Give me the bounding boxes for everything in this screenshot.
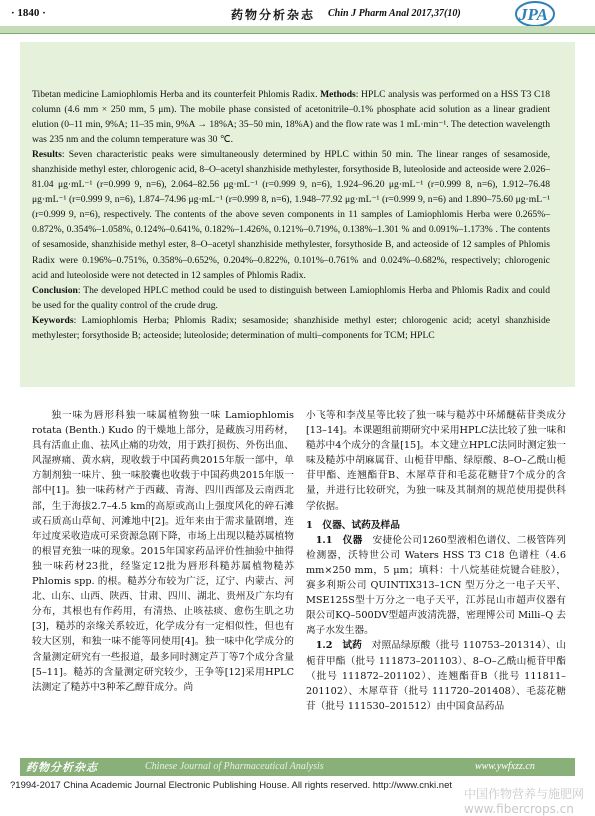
jpa-logo-icon (513, 0, 567, 28)
section-1-2-text: 对照品绿原酸（批号 110753–201314）、山栀苷甲酯（批号 111873–201103）、8–O–乙酰山栀苷甲酯（批号 111872–201102）、连翘酯苷B（批号 111811–201102）、木犀草苷（批号 111720–201408）、毛蕊花糖苷（批号 111530–201512）由中国食品药品 (306, 640, 566, 712)
section-1-1-text: 安捷伦公司1260型液相色谱仪、二极管阵列检测器，沃特世公司 Waters HSS T3 C18 色谱柱（4.6 mm×250 mm，5 μm；填料：十八烷基硅烷键合硅胶），赛多利斯公司 QUINTIX313–1CN 型万分之一电子天平、MSE125S型十万分之一电子天平，江苏昆山市超声仪器有限公司KQ–500DV型超声波清洗器，密理博公司 Milli–Q 去离子水发生器。 (306, 534, 566, 637)
journal-title-cn: 药物分析杂志 (231, 8, 316, 22)
section-1-title: 1 仪器、试药及样品 (306, 519, 400, 531)
intro-paragraph: 独一味为唇形科独一味属植物独一味 Lamiophlomis rotata (Benth.) Kudo 的干燥地上部分，是藏族习用药材，具有活血止血、祛风止痛的功效，用于跌打损伤、外伤出血、风湿痹痛、黄水病，现收载于中国药典2015年版一部中，单方制剂独一味片、独一味胶囊也收载于中国药典2015年版一部中[1]。独一味药材产于西藏、青海、四川西部及云南西北部，生于海拔2.7–4.5 km的高原或高山上强度风化的碎石滩或石质高山草甸、河滩地中[2]。近年来由于需求量剧增，连年过度采收造成可采资源急剧下降，市场上出现以糙苏属植物的根冒充独一味的现象。2015年国家药品评价性抽验中抽得独一味药材23批，经鉴定12批为唇形科糙苏属植物糙苏 Phlomis spp. 的根。糙苏分布较为广泛，辽宁、内蒙古、河北、山东、山西、陕西、甘肃、四川、湖北、贵州及广东均有分布，其根也有作药用，有清热、止咳祛痰、愈伤生肌之功[3]，糙苏的亲缘关系较近，化学成分有一定相似性，但也有较大区别，和独一味不能等同使用[4]。独一味中化学成分的含量测定研究有一些报道，最多同时测定芦丁等7个成分含量[5–11]。糙苏的含量测定研究较少，王争等[12]采用HPLC法测定了糙苏中3种苯乙醇苷成分。尚 (32, 410, 294, 693)
footer-journal-en: Chinese Journal of Pharmaceutical Analysis (145, 761, 324, 772)
page-number: · 1840 · (11, 7, 46, 19)
footer-url: www.ywfxzz.cn (475, 761, 535, 772)
methods-text: : HPLC analysis was performed on a HSS T3 C18 column (4.6 mm × 250 mm, 5 μm). The mobile phase consisted of acetonitrile–0.1% phosphate acid solution as a linear gradient elution (0–11 min, 9%A; 11–35 min, 9%A → 18%A; 35–50 min, 18%A) and the flow rate was 1 mL·min⁻¹. The detection wavelength was 235 nm and the column temperature was 30 ℃. (32, 89, 550, 146)
watermark: 中国作物营养与施肥网 www.fibercrops.cn (464, 787, 585, 816)
abstract-text (32, 87, 550, 343)
conclusion-label: Conclusion (32, 284, 78, 296)
keywords-text: : Lamiophlomis Herba; Phlomis Radix; sesamoside; shanzhiside methyl ester; chlorogenic acid; acetyl shanzhiside methylester; forsythoside B; acteoside; luteoloside; determination of multi–components for TCM; HPLC (32, 314, 550, 341)
methods-label: Methods (320, 89, 356, 100)
intro-paragraph-cont: 小飞等和李茂星等比较了独一味与糙苏中环烯醚萜苷类成分[13–14]。本课题组前期研究中采用HPLC法比较了独一味和糙苏中4个成分的含量[15]。本文建立HPLC法同时测定独一味及糙苏中胡麻属苷、山栀苷甲酯、绿原酸、8–O–乙酰山栀苷甲酯、连翘酯苷B、木犀草苷和毛蕊花糖苷7个成分的含量，并进行比较研究，为独一味及其制剂的规范使用提供科学依据。 (306, 410, 566, 512)
section-1-1-title: 1.1 仪器 (315, 534, 363, 546)
abstract-intro: Tibetan medicine Lamiophlomis Herba and its counterfeit Phlomis Radix. (32, 89, 318, 100)
journal-citation-en: Chin J Pharm Anal 2017,37(10) (328, 8, 461, 19)
logo-text: JPA (519, 5, 548, 24)
journal-logo (513, 0, 567, 28)
body-right-column (306, 408, 566, 714)
header-band (0, 26, 595, 33)
results-label: Results (32, 149, 62, 161)
header-divider (0, 33, 595, 34)
copyright-notice: ?1994-2017 China Academic Journal Electronic Publishing House. All rights reserved. http://www.cnki.net (10, 780, 452, 791)
body-left-column (32, 408, 294, 695)
results-text: : Seven characteristic peaks were simultaneously determined by HPLC within 50 min. The linear ranges of sesamoside, shanzhiside methyl ester, chlorogenic acid, 8–O–acetyl shanzhiside methylester, forsythoside B, luteoloside and acteoside were 2.026–81.04 μg·mL⁻¹ (r=0.999 9, n=6), 2.064–82.56 μg·mL⁻¹ (r=0.999 9, n=6), 1.924–96.20 μg·mL⁻¹ (r=0.999 8, n=6), 1.912–76.48 μg·mL⁻¹ (r=0.999 9, n=6), 1.874–74.96 μg·mL⁻¹ (r=0.999 8, n=6), 1.948–77.92 μg·mL⁻¹ (r=0.999 9, n=6) and 1.890–75.60 μg·mL⁻¹ (r=0.999 9, n=6), respectively. The contents of the above seven components in 11 samples of Lamiophlomis Herba were 0.265%–0.872%, 0.354%–1.058%, 0.124%–0.641%, 0.182%–1.426%, 0.121%–0.719%, 0.138%–1.301 % and 0.091%–1.173% . The contents of sesamoside, shanzhiside methyl ester, 8–O–acetyl shanzhiside methylester, forsythoside B, and acteoside of 12 samples of Phlomis Radix were 0.196%–0.751%, 0.358%–0.652%, 0.204%–0.822%, 0.101%–0.761% and 0.024%–0.682%, respectively; chlorogenic acid and luteoloside were not detected in 12 samples of Phlomis Radix. (32, 149, 550, 281)
keywords-label: Keywords (32, 314, 74, 326)
footer-journal-cn: 药物分析杂志 (26, 761, 98, 774)
conclusion-text: : The developed HPLC method could be used to distinguish between Lamiophlomis Herba and Phlomis Radix and could be used for the quality control of the crude drug. (32, 284, 550, 311)
section-1-2-title: 1.2 试药 (315, 640, 362, 652)
